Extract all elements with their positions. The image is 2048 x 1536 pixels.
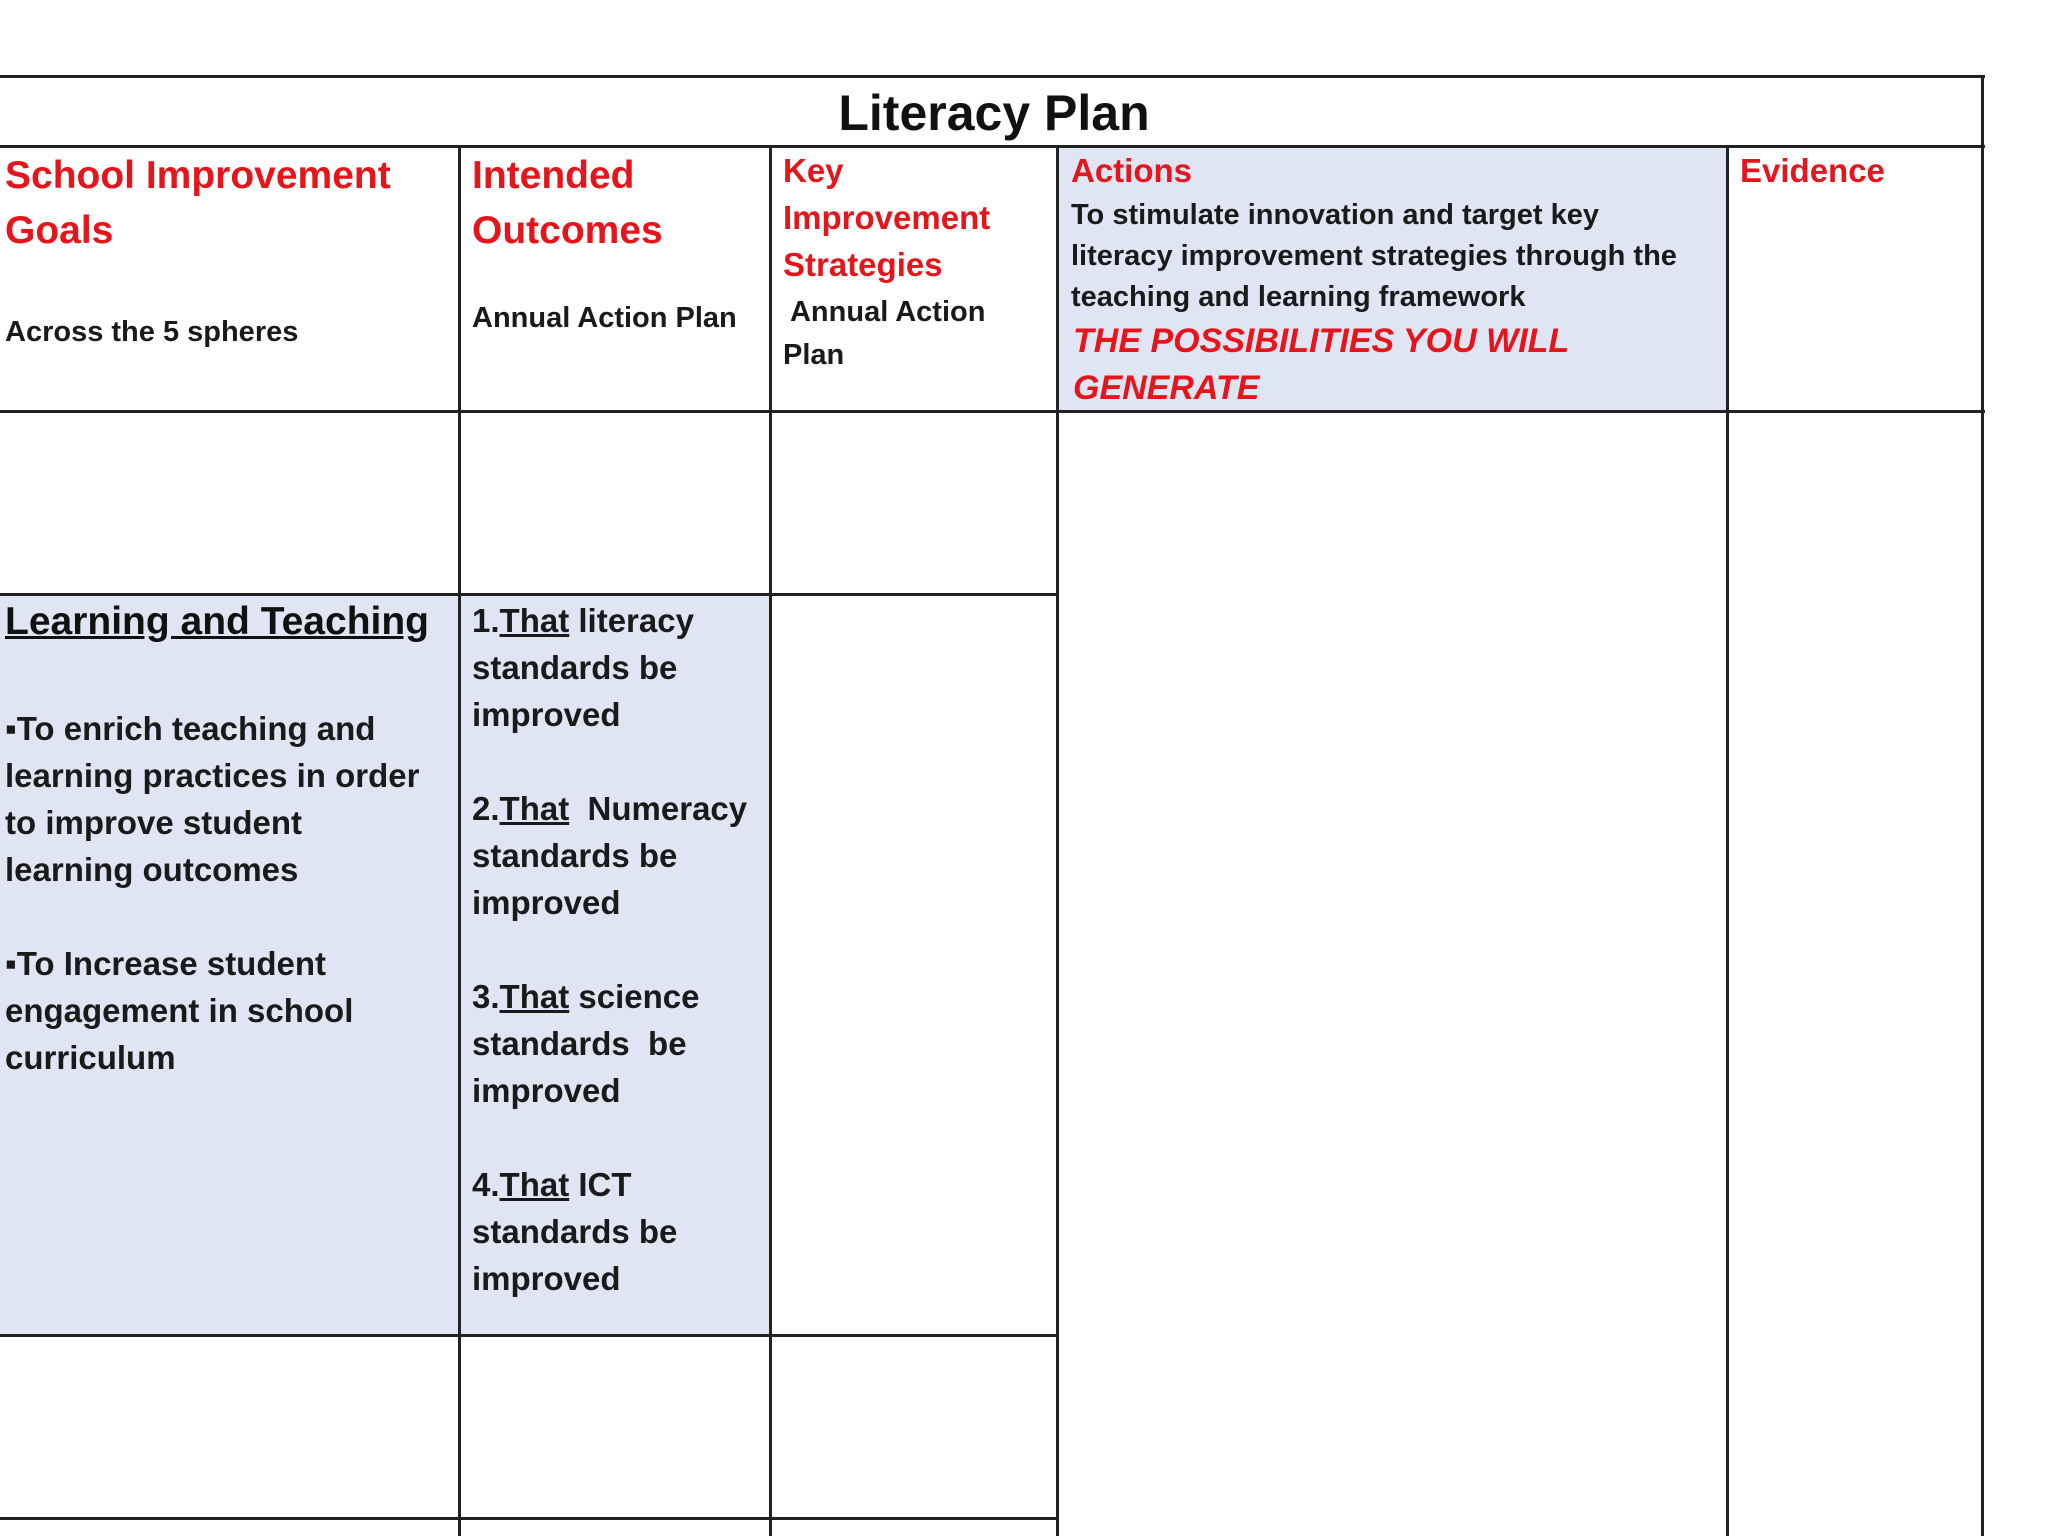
strategies-subheading-line2: Plan (783, 339, 845, 371)
outcome-4-line3: improved (472, 1260, 621, 1297)
outcome-number: 4. (472, 1166, 500, 1203)
actions-emphasis-line2: GENERATE (1073, 369, 1260, 407)
bullet-1-line1 (5, 705, 375, 752)
bullet-2-line3: curriculum (5, 1039, 176, 1076)
column-divider-1 (458, 145, 461, 1536)
strategies-heading-line3: Strategies (783, 246, 943, 283)
column-divider-3 (1056, 145, 1059, 1536)
outcome-that: That (499, 790, 570, 827)
strategies-heading-line1: Key (783, 152, 844, 189)
actions-description-line1: To stimulate innovation and target key (1071, 199, 1599, 231)
outcome-2-line1 (472, 785, 747, 832)
table-right-border (1981, 75, 1984, 1536)
learning-teaching-heading: Learning and Teaching (5, 600, 429, 643)
outcomes-heading-line1: Intended (472, 154, 635, 197)
outcome-that: That (499, 602, 570, 639)
outcome-number: 2. (472, 790, 500, 827)
column-divider-4 (1726, 145, 1729, 1536)
outcomes-heading-line2: Outcomes (472, 209, 663, 252)
table-top-border (0, 75, 1985, 78)
actions-description-line3: teaching and learning framework (1071, 281, 1526, 313)
outcome-subject: ICT (569, 1166, 632, 1203)
bullet-1-text: To enrich teaching and (16, 710, 376, 747)
goals-heading-line2: Goals (5, 209, 114, 252)
outcome-subject: literacy (569, 602, 694, 639)
page-title: Literacy Plan (838, 85, 1150, 141)
column-divider-2 (769, 145, 772, 1536)
bullet-2-line1 (5, 940, 326, 987)
outcome-2-line3: improved (472, 884, 621, 921)
bullet-2-text: To Increase student (16, 945, 326, 982)
bullet-2-line2: engagement in school (5, 992, 354, 1029)
header-row-divider (0, 410, 1985, 413)
goals-subheading: Across the 5 spheres (5, 316, 299, 348)
outcome-subject: science (569, 978, 700, 1015)
outcome-4-line2: standards be (472, 1213, 678, 1250)
outcome-1-line1 (472, 597, 694, 644)
bullet-1-line4: learning outcomes (5, 851, 299, 888)
outcome-3-line1 (472, 973, 699, 1020)
outcome-that: That (499, 978, 570, 1015)
row-divider-2 (0, 1334, 1058, 1337)
outcome-subject: Numeracy (569, 790, 748, 827)
outcome-2-line2: standards be (472, 837, 678, 874)
goals-heading-line1: School Improvement (5, 154, 391, 197)
outcome-that: That (499, 1166, 570, 1203)
row-divider-3 (0, 1517, 1058, 1520)
actions-description-line2: literacy improvement strategies through the (1071, 240, 1677, 272)
outcome-3-line3: improved (472, 1072, 621, 1109)
actions-emphasis-line1: THE POSSIBILITIES YOU WILL (1073, 322, 1570, 360)
bullet-1-line2: learning practices in order (5, 757, 420, 794)
outcome-number: 3. (472, 978, 500, 1015)
outcome-1-line2: standards be (472, 649, 678, 686)
outcome-1-line3: improved (472, 696, 621, 733)
bullet-1-line3: to improve student (5, 804, 303, 841)
outcomes-subheading: Annual Action Plan (472, 302, 737, 334)
strategies-heading-line2: Improvement (783, 199, 991, 236)
evidence-heading: Evidence (1740, 152, 1885, 189)
strategies-subheading-line1: Annual Action (783, 296, 986, 328)
outcome-4-line1 (472, 1161, 632, 1208)
bullet-marker: ▪ (5, 710, 17, 747)
bullet-marker: ▪ (5, 945, 17, 982)
outcome-number: 1. (472, 602, 500, 639)
row-divider-1 (0, 593, 1058, 596)
actions-heading: Actions (1071, 152, 1193, 189)
outcome-3-line2: standards be (472, 1025, 687, 1062)
